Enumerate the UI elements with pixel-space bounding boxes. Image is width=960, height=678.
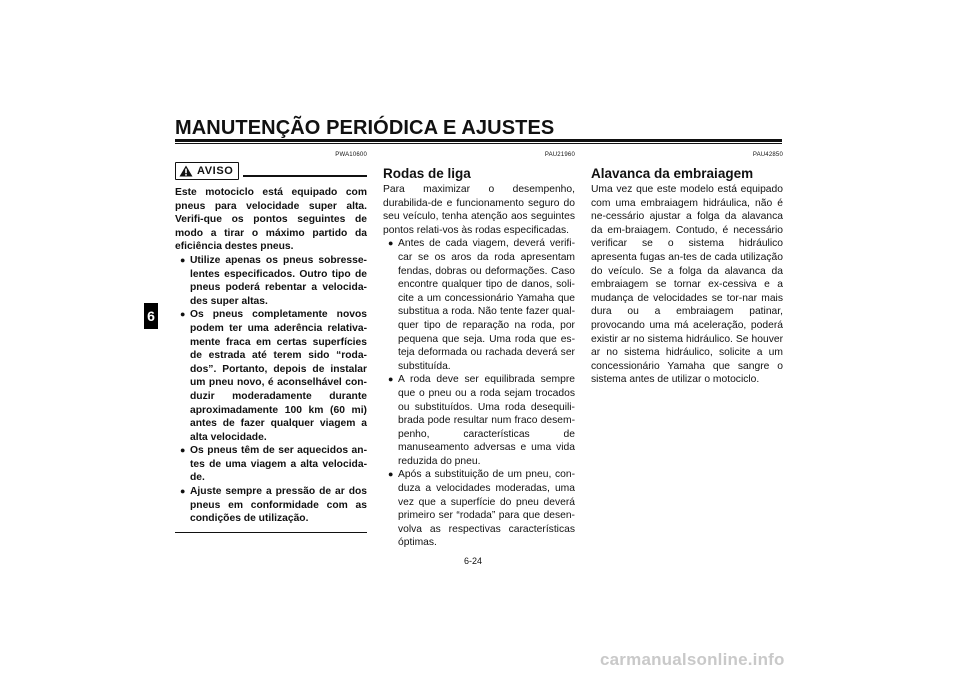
bullet-icon: ● [388,238,394,249]
clutch-ref-code: PAU42850 [752,152,783,158]
warning-bullet-text: Os pneus completamente novos podem ter uma aderência relativa-mente fraca em certas superfícies de estrada até terem sido “roda-dos”. Portanto, depois de instalar um pneu novo, é aconselhável con-duzir moderadamente durante aproximadamente 100 km (60 mi) antes de fazer qualquer viagem a alta velocidade. [190,309,367,443]
list-item [175,485,367,526]
wheels-intro: Para maximizar o desempenho, durabilida-de e funcionamento seguro do seu veículo, tenha atenção aos seguintes pontos relati-vos às rodas especificadas. [383,184,575,236]
wheels-bullet-text: Antes de cada viagem, deverá verifi-car se os aros da roda apresentam fendas, dobras ou deformações. Caso encontre qualquer tipo de danos, soli-cite a um concessionário Yamaha que substitua a roda. Não tente fazer qual-quer tipo de reparação na roda, por pequena que seja. Uma roda que es-teja deformada ou rachada deverá ser substituída. [398,238,575,372]
warning-badge [175,162,239,180]
warning-bullet-text: Os pneus têm de ser aquecidos an-tes de uma viagem a alta velocida-de. [190,445,367,484]
chapter-tab[interactable]: 6 [144,303,158,329]
warning-triangle-icon [179,165,193,177]
warning-top-rule [243,175,367,177]
bullet-icon: ● [180,309,186,320]
warning-list [175,254,367,526]
warning-intro: Este motociclo está equipado com pneus para velocidade super alta. Verifi-que os pontos seguintes de modo a tirar o máximo partido da eficiência destes pneus. [175,187,367,253]
header-rule-thin [175,143,782,144]
header-rule [175,139,782,142]
warning-header [175,162,367,180]
page-title: MANUTENÇÃO PERIÓDICA E AJUSTES [175,117,555,139]
bullet-icon: ● [180,486,186,497]
warning-bottom-rule [175,532,367,534]
list-item [175,308,367,444]
warning-bullet-text: Utilize apenas os pneus sobresse-lentes especificados. Outro tipo de pneus poderá rebentar a velocida-des super altas. [190,254,367,307]
page-number: 6-24 [464,556,483,566]
clutch-title: Alavanca da embraiagem [591,166,754,181]
wheels-bullet-text: Após a substituição de um pneu, con-duza a velocidades moderadas, uma vez que a superfície do pneu deverá primeiro ser “rodada” para que desen-volva as respectivas características óptimas. [398,469,575,549]
wheels-title: Rodas de liga [383,166,471,181]
clutch-body: Uma vez que este modelo está equipado com uma embraiagem hidráulica, não é ne-cessário ajustar a folga da alavanca da em-braiagem. Contudo, é necessário verificar se o sistema hidráulico apresenta fugas an-tes de cada utilização do veículo. Se a folga da alavanca da embraiagem se tornar ex-cessiva e a mudança de velocidades se tor-nar mais dura ou a embraiagem patinar, provocando uma má aceleração, poderá existir ar no sistema hidráulico. Se houver ar no sistema hidráulico, solicite a um concessionário Yamaha que sangre o sistema antes de utilizar o motociclo. [591,184,783,386]
bullet-icon: ● [388,374,394,385]
wheels-column [383,152,575,550]
bullet-icon: ● [180,254,186,265]
warning-column [175,152,367,533]
warning-bullet-text: Ajuste sempre a pressão de ar dos pneus em conformidade com as condições de utilização. [190,486,367,525]
watermark: carmanualsonline.info [600,650,785,669]
wheels-ref-code: PAU21960 [544,152,575,158]
list-item [383,237,575,373]
list-item [383,468,575,550]
warning-label: AVISO [197,165,234,177]
wheels-bullet-text: A roda deve ser equilibrada sempre que o pneu ou a roda sejam trocados ou substituídos. Uma roda desequili-brada pode resultar num fraco desem-penho, características de manuseamento adversas e uma vida reduzida do pneu. [398,374,575,467]
bullet-icon: ● [180,445,186,456]
warning-ref-code: PWA10600 [335,152,367,158]
bullet-icon: ● [388,469,394,480]
list-item [175,254,367,308]
list-item [175,444,367,485]
clutch-column [591,152,783,387]
wheels-list [383,237,575,550]
list-item [383,373,575,468]
